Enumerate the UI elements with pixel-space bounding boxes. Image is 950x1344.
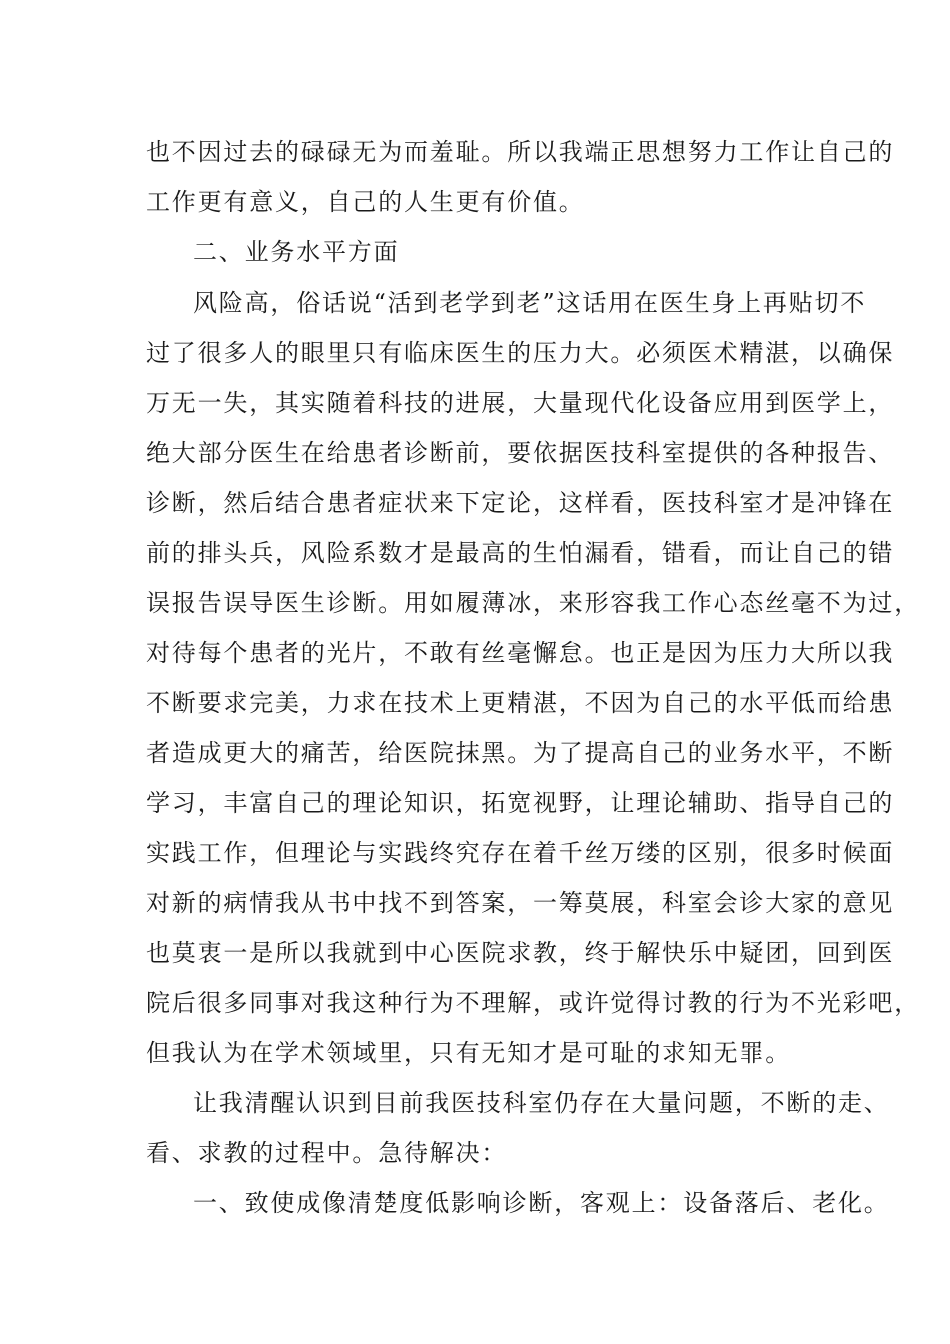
text-line: 风险高，俗话说“活到老学到老”这话用在医生身上再贴切不 bbox=[193, 289, 867, 317]
text-line: 也不因过去的碌碌无为而羞耻。所以我端正思想努力工作让自己的 bbox=[146, 138, 895, 166]
text-line: 不断要求完美，力求在技术上更精湛，不因为自己的水平低而给患 bbox=[146, 689, 895, 717]
text-line: 万无一失，其实随着科技的进展，大量现代化设备应用到医学上， bbox=[146, 389, 895, 417]
text-line: 诊断，然后结合患者症状来下定论，这样看，医技科室才是冲锋在 bbox=[146, 489, 895, 517]
text-line: 绝大部分医生在给患者诊断前，要依据医技科室提供的各种报告、 bbox=[146, 439, 895, 467]
text-line: 误报告误导医生诊断。用如履薄冰，来形容我工作心态丝毫不为过， bbox=[146, 589, 920, 617]
text-line: 过了很多人的眼里只有临床医生的压力大。必须医术精湛，以确保 bbox=[146, 339, 895, 367]
text-line: 让我清醒认识到目前我医技科室仍存在大量问题，不断的走、 bbox=[193, 1089, 890, 1117]
text-line: 也莫衷一是所以我就到中心医院求教，终于解快乐中疑团，回到医 bbox=[146, 939, 895, 967]
text-line: 前的排头兵，风险系数才是最高的生怕漏看，错看，而让自己的错 bbox=[146, 539, 895, 567]
text-line: 实践工作，但理论与实践终究存在着千丝万缕的区别，很多时候面 bbox=[146, 839, 895, 867]
section-heading: 二、业务水平方面 bbox=[193, 238, 400, 266]
text-line: 者造成更大的痛苦，给医院抹黑。为了提高自己的业务水平，不断 bbox=[146, 739, 895, 767]
text-line: 对新的病情我从书中找不到答案，一筹莫展，科室会诊大家的意见 bbox=[146, 889, 895, 917]
text-line: 学习，丰富自己的理论知识，拓宽视野，让理论辅助、指导自己的 bbox=[146, 789, 895, 817]
text-line: 但我认为在学术领域里，只有无知才是可耻的求知无罪。 bbox=[146, 1039, 791, 1067]
text-line: 工作更有意义，自己的人生更有价值。 bbox=[146, 188, 585, 216]
text-line: 院后很多同事对我这种行为不理解，或许觉得讨教的行为不光彩吧， bbox=[146, 989, 920, 1017]
text-line: 看、求教的过程中。急待解决： bbox=[146, 1139, 508, 1167]
text-line: 对待每个患者的光片，不敢有丝毫懈怠。也正是因为压力大所以我 bbox=[146, 639, 895, 667]
text-line: 一、致使成像清楚度低影响诊断，客观上：设备落后、老化。 bbox=[193, 1189, 890, 1217]
